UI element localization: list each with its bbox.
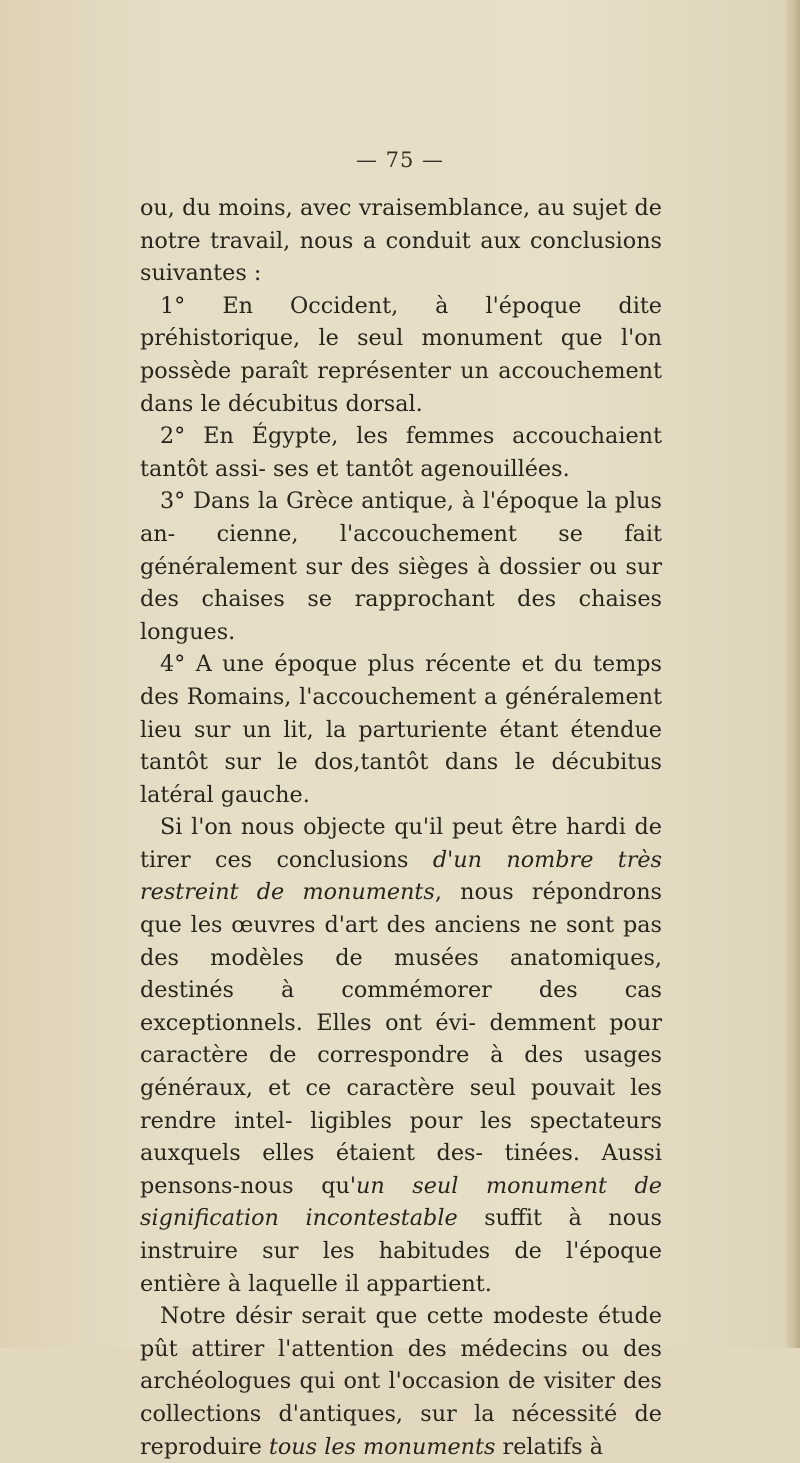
text-run: Notre désir serait que cette modeste étude pût attirer l'attention des médecins ou des archéologues qui ont l'occasion de visiter des collections d'antiques, sur la nécessité de reproduire (140, 1303, 662, 1460)
text-run: suffit à nous instruire sur les habitudes de l'époque entière à laquelle il appartient. (140, 1205, 662, 1297)
page-number: — 75 — (355, 148, 445, 172)
italic-text: un seul monument de signification incontestable (140, 1172, 662, 1232)
paragraph (140, 485, 662, 648)
body-text (140, 192, 662, 1463)
paragraph (140, 811, 662, 1300)
text-run: 1° En Occident, à l'époque dite préhistorique, le seul monument que l'on possède paraît représenter un accouchement dans le décubitus dorsal. (140, 292, 662, 417)
text-run: relatifs à (495, 1433, 603, 1460)
text-run: 4° A une époque plus récente et du temps des Romains, l'accouchement a généralement lieu sur un lit, la parturiente étant étendue tantôt sur le dos,tantôt dans le décubitus latéral gauche. (140, 651, 662, 808)
text-run: 2° En Égypte, les femmes accouchaient tantôt assi- ses et tantôt agenouillées. (140, 423, 662, 482)
paragraph (140, 420, 662, 485)
paragraph (140, 648, 662, 811)
italic-text: d'un nombre très restreint de monuments (140, 846, 663, 906)
paragraph (140, 290, 662, 420)
paragraph (140, 1300, 662, 1463)
text-run: , nous répondrons que les œuvres d'art des anciens ne sont pas des modèles de musées anatomiques, destinés à commémorer des cas exceptionnels. Elles ont évi- demment pour caractère de correspondre à des usages généraux, et ce caractère seul pouvait les rendre intel- ligibles pour les spectateurs auxquels elles étaient des- tinées. Aussi pensons-nous qu' (140, 879, 663, 1199)
text-run: 3° Dans la Grèce antique, à l'époque la plus an- cienne, l'accouchement se fait généralement sur des sièges à dossier ou sur des chaises se rapprochant des chaises longues. (140, 488, 662, 645)
italic-text: tous les monuments (268, 1433, 496, 1460)
text-run: Si l'on nous objecte qu'il peut être hardi de tirer ces conclusions (140, 814, 662, 873)
paragraph (140, 192, 662, 290)
page-edge-shadow (786, 0, 800, 1348)
text-run: ou, du moins, avec vraisemblance, au sujet de notre travail, nous a conduit aux conclusions suivantes : (140, 195, 662, 287)
